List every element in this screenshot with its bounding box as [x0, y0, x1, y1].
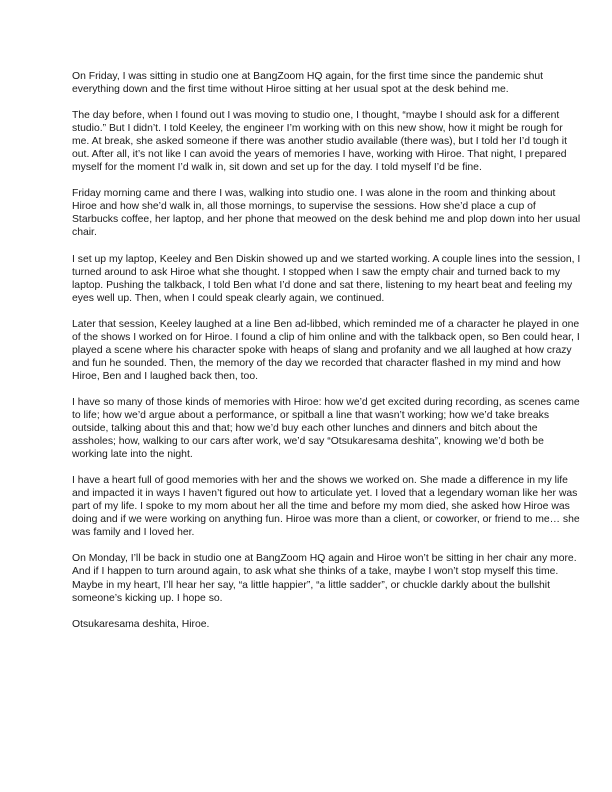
paragraph-1: On Friday, I was sitting in studio one at BangZoom HQ again, for the first time since the pandemic shut everything down and the first time without Hiroe sitting at her usual spot at the desk behind me. [72, 71, 544, 96]
paragraph-2: The day before, when I found out I was moving to studio one, I thought, “maybe I should ask for a different studio.” But I didn’t. I told Keeley, the engineer I’m working with on this new show, how it might be rough for me. At break, she asked someone if there was another studio available (there was), but I told her I’d tough it out. After all, it’s not like I can avoid the years of memories I have, working with Hiroe. That night, I prepared myself for the moment I’d walk in, sit down and set up for the day. I told myself I’d be fine. [72, 110, 567, 174]
paragraph-closing: Otsukaresama deshita, Hiroe. [72, 618, 210, 630]
paragraph-5: Later that session, Keeley laughed at a line Ben ad-libbed, which reminded me of a character he played in one of the shows I worked on for Hiroe. I found a clip of him online and with the talkback open, so Ben could hear, I played a scene where his character spoke with heaps of slang and profanity and we all laughed at how crazy and fun he sounded. Then, the memory of the day we recorded that character flashed in my mind and how Hiroe, Ben and I laughed back then, too. [72, 318, 580, 382]
paragraph-7: I have a heart full of good memories with her and the shows we worked on. She made a difference in my life and impacted it in ways I haven’t figured out how to articulate yet. I loved that a legendary woman like her was part of my life. I spoke to my mom about her all the time and before my mom died, she asked how Hiroe was doing and if we were working on anything fun. Hiroe was more than a client, or coworker, or friend to me… she was family and I loved her. [72, 475, 580, 539]
paragraph-8: On Monday, I’ll be back in studio one at BangZoom HQ again and Hiroe won’t be sitting in her chair any more. And if I happen to turn around again, to ask what she thinks of a take, maybe I won’t stop myself this time. Maybe in my heart, I’ll hear her say, “a little happier”, “a little sadder”, or chuckle darkly about the bullshit someone’s kicking up. I hope so. [72, 553, 577, 604]
paragraph-3: Friday morning came and there I was, walking into studio one. I was alone in the room and thinking about Hiroe and how she’d walk in, all those mornings, to supervise the sessions. How she’d place a cup of Starbucks coffee, her laptop, and her phone that meowed on the desk behind me and plop down into her usual chair. [72, 188, 581, 239]
paragraph-6: I have so many of those kinds of memories with Hiroe: how we’d get excited during recording, as scenes came to life; how we’d argue about a performance, or spitball a line that wasn’t working; how we’d take breaks outside, talking about this and that; how we’d buy each other lunches and dinners and bitch about the assholes; how, walking to our cars after work, we’d say “Otsukaresama deshita”, knowing we’d both be working late into the night. [72, 396, 580, 461]
paragraph-4: I set up my laptop, Keeley and Ben Diskin showed up and we started working. A couple lines into the session, I turned around to ask Hiroe what she thought. I stopped when I saw the empty chair and turned back to my laptop. Pushing the talkback, I told Ben what I’d done and sat there, listening to my heart beat and feeling my eyes well up. Then, when I could speak clearly again, we continued. [72, 253, 581, 304]
